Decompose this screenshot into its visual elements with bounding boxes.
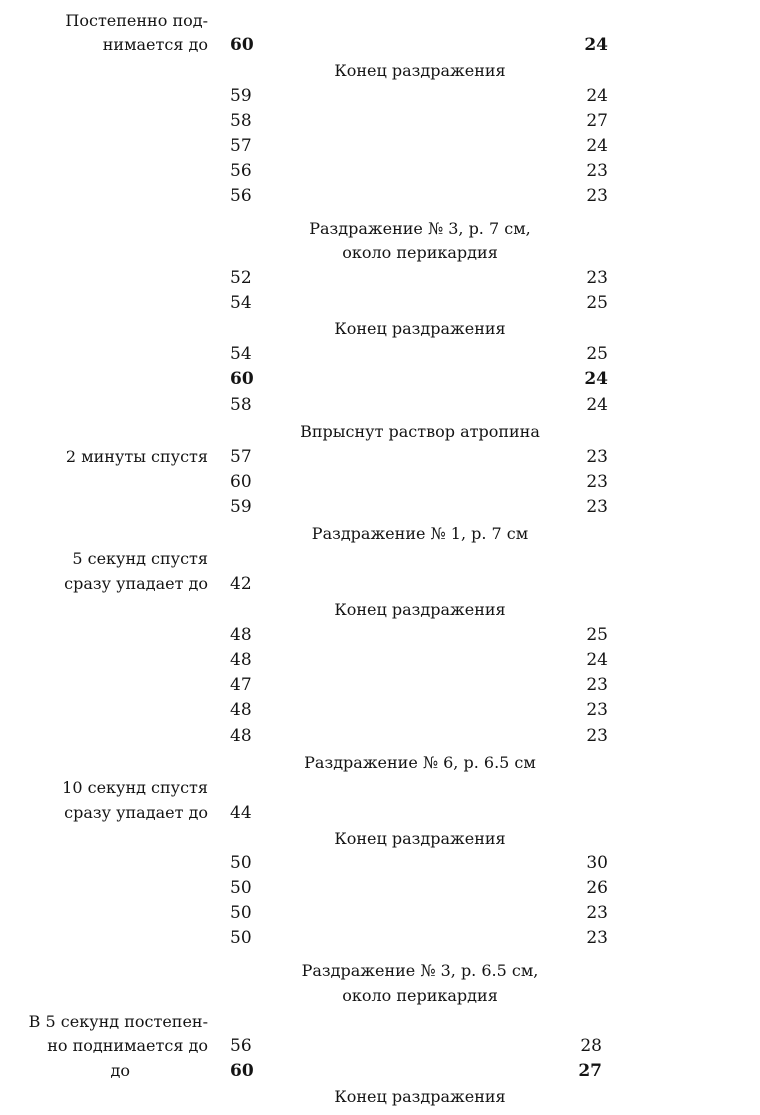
left-value: 42 — [230, 574, 252, 594]
right-value: 23 — [586, 472, 608, 492]
right-value: 27 — [586, 111, 608, 131]
left-value: 56 — [230, 161, 252, 181]
left-value: 60 — [230, 472, 252, 492]
center-heading: Конец раздражения — [334, 1087, 506, 1106]
left-value: 48 — [230, 700, 252, 720]
left-value: 50 — [230, 853, 252, 873]
right-value: 23 — [586, 161, 608, 181]
center-heading: Раздражение № 6, р. 6.5 см — [304, 753, 536, 772]
left-value: 54 — [230, 293, 252, 313]
left-value: 59 — [230, 86, 252, 106]
right-value: 24 — [586, 136, 608, 156]
right-value: 25 — [586, 625, 608, 645]
right-value: 23 — [586, 186, 608, 206]
left-value: 58 — [230, 111, 252, 131]
left-value: 57 — [230, 136, 252, 156]
right-value: 25 — [586, 344, 608, 364]
right-value: 24 — [586, 86, 608, 106]
right-value: 23 — [586, 903, 608, 923]
center-heading: около перикардия — [342, 986, 498, 1005]
left-note: сразу упадает до — [64, 803, 208, 822]
left-value: 59 — [230, 497, 252, 517]
left-note: до — [110, 1061, 130, 1080]
center-heading: Раздражение № 3, р. 6.5 см, — [301, 961, 539, 980]
left-value: 50 — [230, 878, 252, 898]
left-value: 54 — [230, 344, 252, 364]
left-value: 44 — [230, 803, 252, 823]
right-value: 23 — [586, 928, 608, 948]
left-note: 2 минуты спустя — [65, 447, 208, 466]
left-note: нимается до — [102, 35, 208, 54]
right-value: 24 — [584, 369, 608, 389]
left-value: 56 — [230, 186, 252, 206]
left-value: 48 — [230, 650, 252, 670]
center-heading: Раздражение № 1, р. 7 см — [311, 524, 529, 543]
right-value: 24 — [586, 650, 608, 670]
right-value: 23 — [586, 268, 608, 288]
right-value: 25 — [586, 293, 608, 313]
center-heading: Конец раздражения — [334, 61, 506, 80]
left-value: 57 — [230, 447, 252, 467]
left-note: но поднимается до — [47, 1036, 208, 1055]
right-value: 23 — [586, 497, 608, 517]
right-value: 28 — [580, 1036, 602, 1056]
left-note: В 5 секунд постепен- — [28, 1012, 208, 1031]
right-value: 27 — [578, 1061, 602, 1081]
left-value: 60 — [230, 35, 254, 55]
left-value: 60 — [230, 369, 254, 389]
left-note: 10 секунд спустя — [62, 778, 208, 797]
center-heading: Раздражение № 3, р. 7 см, — [309, 219, 531, 238]
center-heading: около перикардия — [342, 243, 498, 262]
left-value: 50 — [230, 928, 252, 948]
left-value: 60 — [230, 1061, 254, 1081]
left-value: 52 — [230, 268, 252, 288]
center-heading: Конец раздражения — [334, 319, 506, 338]
right-value: 26 — [586, 878, 608, 898]
center-heading: Впрыснут раствор атропина — [300, 422, 540, 441]
left-note: 5 секунд спустя — [72, 549, 208, 568]
right-value: 23 — [586, 700, 608, 720]
right-value: 24 — [586, 395, 608, 415]
center-heading: Конец раздражения — [334, 829, 506, 848]
right-value: 23 — [586, 447, 608, 467]
right-value: 23 — [586, 675, 608, 695]
left-note: сразу упадает до — [64, 574, 208, 593]
left-value: 48 — [230, 726, 252, 746]
right-value: 23 — [586, 726, 608, 746]
left-value: 47 — [230, 675, 252, 695]
right-value: 30 — [586, 853, 608, 873]
left-value: 56 — [230, 1036, 252, 1056]
left-value: 50 — [230, 903, 252, 923]
center-heading: Конец раздражения — [334, 600, 506, 619]
left-value: 58 — [230, 395, 252, 415]
left-note: Постепенно под- — [65, 11, 208, 30]
left-value: 48 — [230, 625, 252, 645]
right-value: 24 — [584, 35, 608, 55]
